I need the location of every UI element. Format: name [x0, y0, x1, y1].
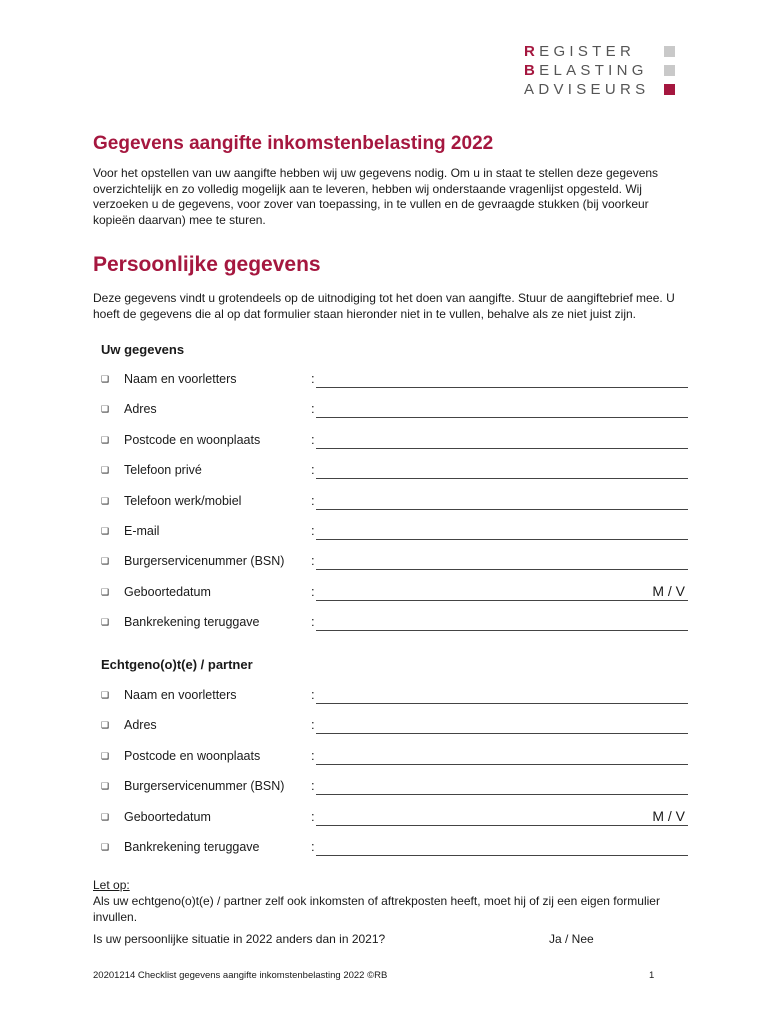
checkbox-icon[interactable]: ❑: [101, 465, 110, 476]
field-input-line[interactable]: [316, 630, 688, 631]
checkbox-icon[interactable]: ❑: [101, 811, 110, 822]
form-field-row: [101, 582, 691, 615]
checkbox-icon[interactable]: ❑: [101, 434, 110, 445]
field-input-line[interactable]: [316, 387, 688, 388]
note: [93, 877, 673, 925]
field-label: Geboortedatum: [124, 584, 211, 599]
field-label: E-mail: [124, 524, 160, 538]
field-colon: :: [311, 431, 315, 447]
situation-question: Is uw persoonlijke situatie in 2022 anders dan in 2021?: [93, 932, 386, 946]
page-number: 1: [649, 970, 655, 981]
field-input-line[interactable]: [316, 600, 688, 601]
field-colon: :: [311, 583, 315, 599]
form-field-row: [101, 840, 691, 870]
field-input-line[interactable]: [316, 569, 688, 570]
form-field-row: [101, 494, 691, 524]
logo-square-icon: [664, 65, 675, 76]
field-label: Burgerservicenummer (BSN): [124, 779, 285, 794]
form-field-row: [101, 807, 691, 840]
logo: [524, 42, 675, 99]
field-colon: :: [311, 717, 315, 733]
logo-line-register: REGISTER: [524, 42, 675, 61]
field-input-line[interactable]: [316, 855, 688, 856]
checkbox-icon[interactable]: ❑: [101, 750, 110, 761]
form-field-row: [101, 554, 691, 584]
checkbox-icon[interactable]: ❑: [101, 720, 110, 731]
page-title: Gegevens aangifte inkomstenbelasting 2022: [93, 133, 494, 154]
field-label: Postcode en woonplaats: [124, 432, 261, 447]
field-label: Telefoon privé: [124, 463, 202, 478]
logo-line-adviseurs: ADVISEURS: [524, 80, 675, 99]
field-input-line[interactable]: [316, 448, 688, 449]
checkbox-icon[interactable]: ❑: [101, 586, 110, 597]
form-field-row: [101, 615, 691, 645]
field-input-line[interactable]: [316, 764, 688, 765]
field-input-line[interactable]: [316, 825, 688, 826]
logo-square-icon: [664, 84, 675, 95]
situation-answer[interactable]: Ja / Nee: [549, 932, 594, 946]
note-text: Als uw echtgeno(o)t(e) / partner zelf ook inkomsten of aftrekposten heeft, moet hij of zij een eigen formulier invullen.: [93, 894, 660, 924]
personal-heading: Persoonlijke gegevens: [93, 253, 321, 276]
field-label: Naam en voorletters: [124, 372, 237, 386]
checkbox-icon[interactable]: ❑: [101, 842, 110, 852]
field-input-line[interactable]: [316, 733, 688, 734]
field-input-line[interactable]: [316, 794, 688, 795]
field-label: Naam en voorletters: [124, 688, 237, 702]
intro-paragraph: Voor het opstellen van uw aangifte hebben wij uw gegevens nodig. Om u in staat te stellen deze gegevens overzichtelijk en zo volledig mogelijk aan te leveren, hebben wij onderstaande vragenlijst opgesteld. Wij verzoeken u de gegevens, voor zover van toepassing, in te vullen en de gevraagde stukken (bij voorkeur kopieën daarvan) mee te sturen.: [93, 166, 659, 227]
field-colon: :: [311, 401, 315, 417]
field-colon: :: [311, 553, 315, 569]
section-title-partner: Echtgeno(o)t(e) / partner: [101, 657, 253, 672]
personal-paragraph: Deze gegevens vindt u grotendeels op de uitnodiging tot het doen van aangifte. Stuur de aangiftebrief mee. U hoeft de gegevens die al op dat formulier staan hieronder niet in te vullen, behalve als ze niet juist zijn.: [93, 291, 675, 321]
checkbox-icon[interactable]: ❑: [101, 495, 110, 506]
form-field-row: [101, 749, 691, 779]
form-field-row: [101, 688, 691, 718]
field-label: Telefoon werk/mobiel: [124, 493, 242, 508]
field-colon: :: [311, 371, 315, 386]
logo-square-icon: [664, 46, 675, 57]
footer-text: 20201214 Checklist gegevens aangifte inkomstenbelasting 2022 ©RB: [93, 970, 388, 981]
checkbox-icon[interactable]: ❑: [101, 404, 110, 415]
field-colon: :: [311, 808, 315, 824]
gender-choice[interactable]: M / V: [652, 582, 685, 599]
checkbox-icon[interactable]: ❑: [101, 556, 110, 567]
checkbox-icon[interactable]: ❑: [101, 374, 110, 384]
field-label: Burgerservicenummer (BSN): [124, 554, 285, 569]
field-colon: :: [311, 492, 315, 508]
field-input-line[interactable]: [316, 509, 688, 510]
checkbox-icon[interactable]: ❑: [101, 690, 110, 700]
checkbox-icon[interactable]: ❑: [101, 617, 110, 628]
field-input-line[interactable]: [316, 703, 688, 704]
form-field-row: [101, 718, 691, 748]
field-colon: :: [311, 839, 315, 854]
field-label: Geboortedatum: [124, 809, 211, 824]
field-colon: :: [311, 747, 315, 763]
field-label: Adres: [124, 718, 157, 733]
form-field-row: [101, 524, 691, 554]
form-field-row: [101, 463, 691, 493]
form-field-row: [101, 433, 691, 463]
field-colon: :: [311, 462, 315, 478]
form-field-row: [101, 402, 691, 432]
field-colon: :: [311, 778, 315, 794]
field-label: Postcode en woonplaats: [124, 748, 261, 763]
logo-line-belasting: BELASTING: [524, 61, 675, 80]
form-field-row: [101, 372, 691, 402]
section-title-uw-gegevens: Uw gegevens: [101, 342, 185, 357]
checkbox-icon[interactable]: ❑: [101, 781, 110, 792]
note-heading: Let op:: [93, 878, 130, 892]
field-colon: :: [311, 687, 315, 702]
gender-choice[interactable]: M / V: [652, 807, 685, 824]
field-label: Bankrekening teruggave: [124, 615, 260, 630]
checkbox-icon[interactable]: ❑: [101, 526, 110, 536]
field-input-line[interactable]: [316, 417, 688, 418]
field-label: Adres: [124, 402, 157, 417]
field-input-line[interactable]: [316, 539, 688, 540]
field-colon: :: [311, 614, 315, 630]
field-input-line[interactable]: [316, 478, 688, 479]
form-field-row: [101, 779, 691, 809]
field-colon: :: [311, 523, 315, 538]
field-label: Bankrekening teruggave: [124, 840, 260, 854]
